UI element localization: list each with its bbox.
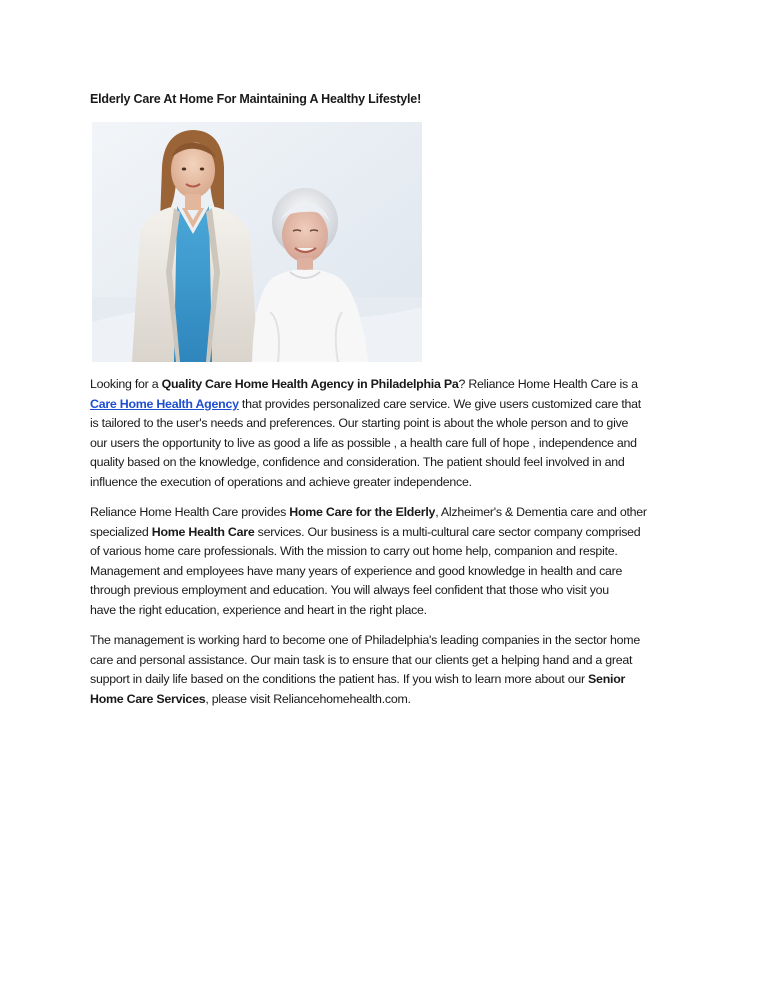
text-run: specialized	[90, 524, 152, 539]
bold-phrase: Senior	[588, 672, 626, 687]
text-run: that provides personalized care service. We give users customized care that	[238, 396, 641, 411]
text-line: care and personal assistance. Our main task is to ensure that our clients get a helping hand and a great	[90, 652, 633, 667]
bold-phrase: Home Health Care	[151, 524, 255, 539]
text-run: Reliance Home Health Care provides	[90, 505, 290, 519]
text-line: through previous employment and education. You will always feel confident that those who visit you	[90, 583, 609, 598]
text-line	[90, 395, 690, 415]
text-run: ? Reliance Home Health Care is a	[458, 377, 638, 391]
document-title: Elderly Care At Home For Maintaining A Healthy Lifestyle!	[90, 92, 422, 106]
bold-phrase: Quality Care Home Health Agency in Philadelphia Pa	[161, 377, 459, 391]
text-line	[90, 670, 690, 690]
text-line: is tailored to the user's needs and preferences. Our starting point is about the whole person and to give	[90, 416, 629, 431]
text-line: have the right education, experience and heart in the right place.	[90, 602, 427, 617]
care-home-health-agency-link[interactable]: Care Home Health Agency	[90, 396, 239, 411]
text-run: , please visit Reliancehomehealth.com.	[205, 691, 411, 706]
text-run: services. Our business is a multi-cultural care sector company comprised	[254, 524, 641, 539]
management-paragraph	[90, 631, 690, 709]
text-line: quality based on the knowledge, confidence and consideration. The patient should feel involved in and	[90, 455, 625, 470]
text-line	[90, 690, 690, 710]
text-line: influence the execution of operations and achieve greater independence.	[90, 474, 472, 489]
text-line: Management and employees have many years of experience and good knowledge in health and care	[90, 563, 623, 578]
text-line: of various home care professionals. With the mission to carry out home help, companion and respite.	[90, 544, 618, 559]
text-line	[90, 375, 690, 395]
text-run: , Alzheimer's & Dementia care and other	[435, 505, 647, 519]
text-line	[90, 503, 690, 523]
text-line: The management is working hard to become one of Philadelphia's leading companies in the sector home	[90, 633, 640, 647]
text-line	[90, 523, 690, 543]
text-line: our users the opportunity to live as good a life as possible , a health care full of hope , independence and	[90, 435, 637, 450]
text-run: Looking for a	[90, 377, 162, 391]
intro-paragraph	[90, 375, 690, 493]
services-paragraph	[90, 503, 690, 621]
bold-phrase: Home Care for the Elderly	[289, 505, 436, 519]
text-run: support in daily life based on the conditions the patient has. If you wish to learn more about our	[90, 672, 589, 687]
caregiver-photo	[92, 122, 422, 362]
bold-phrase: Home Care Services	[90, 691, 206, 706]
